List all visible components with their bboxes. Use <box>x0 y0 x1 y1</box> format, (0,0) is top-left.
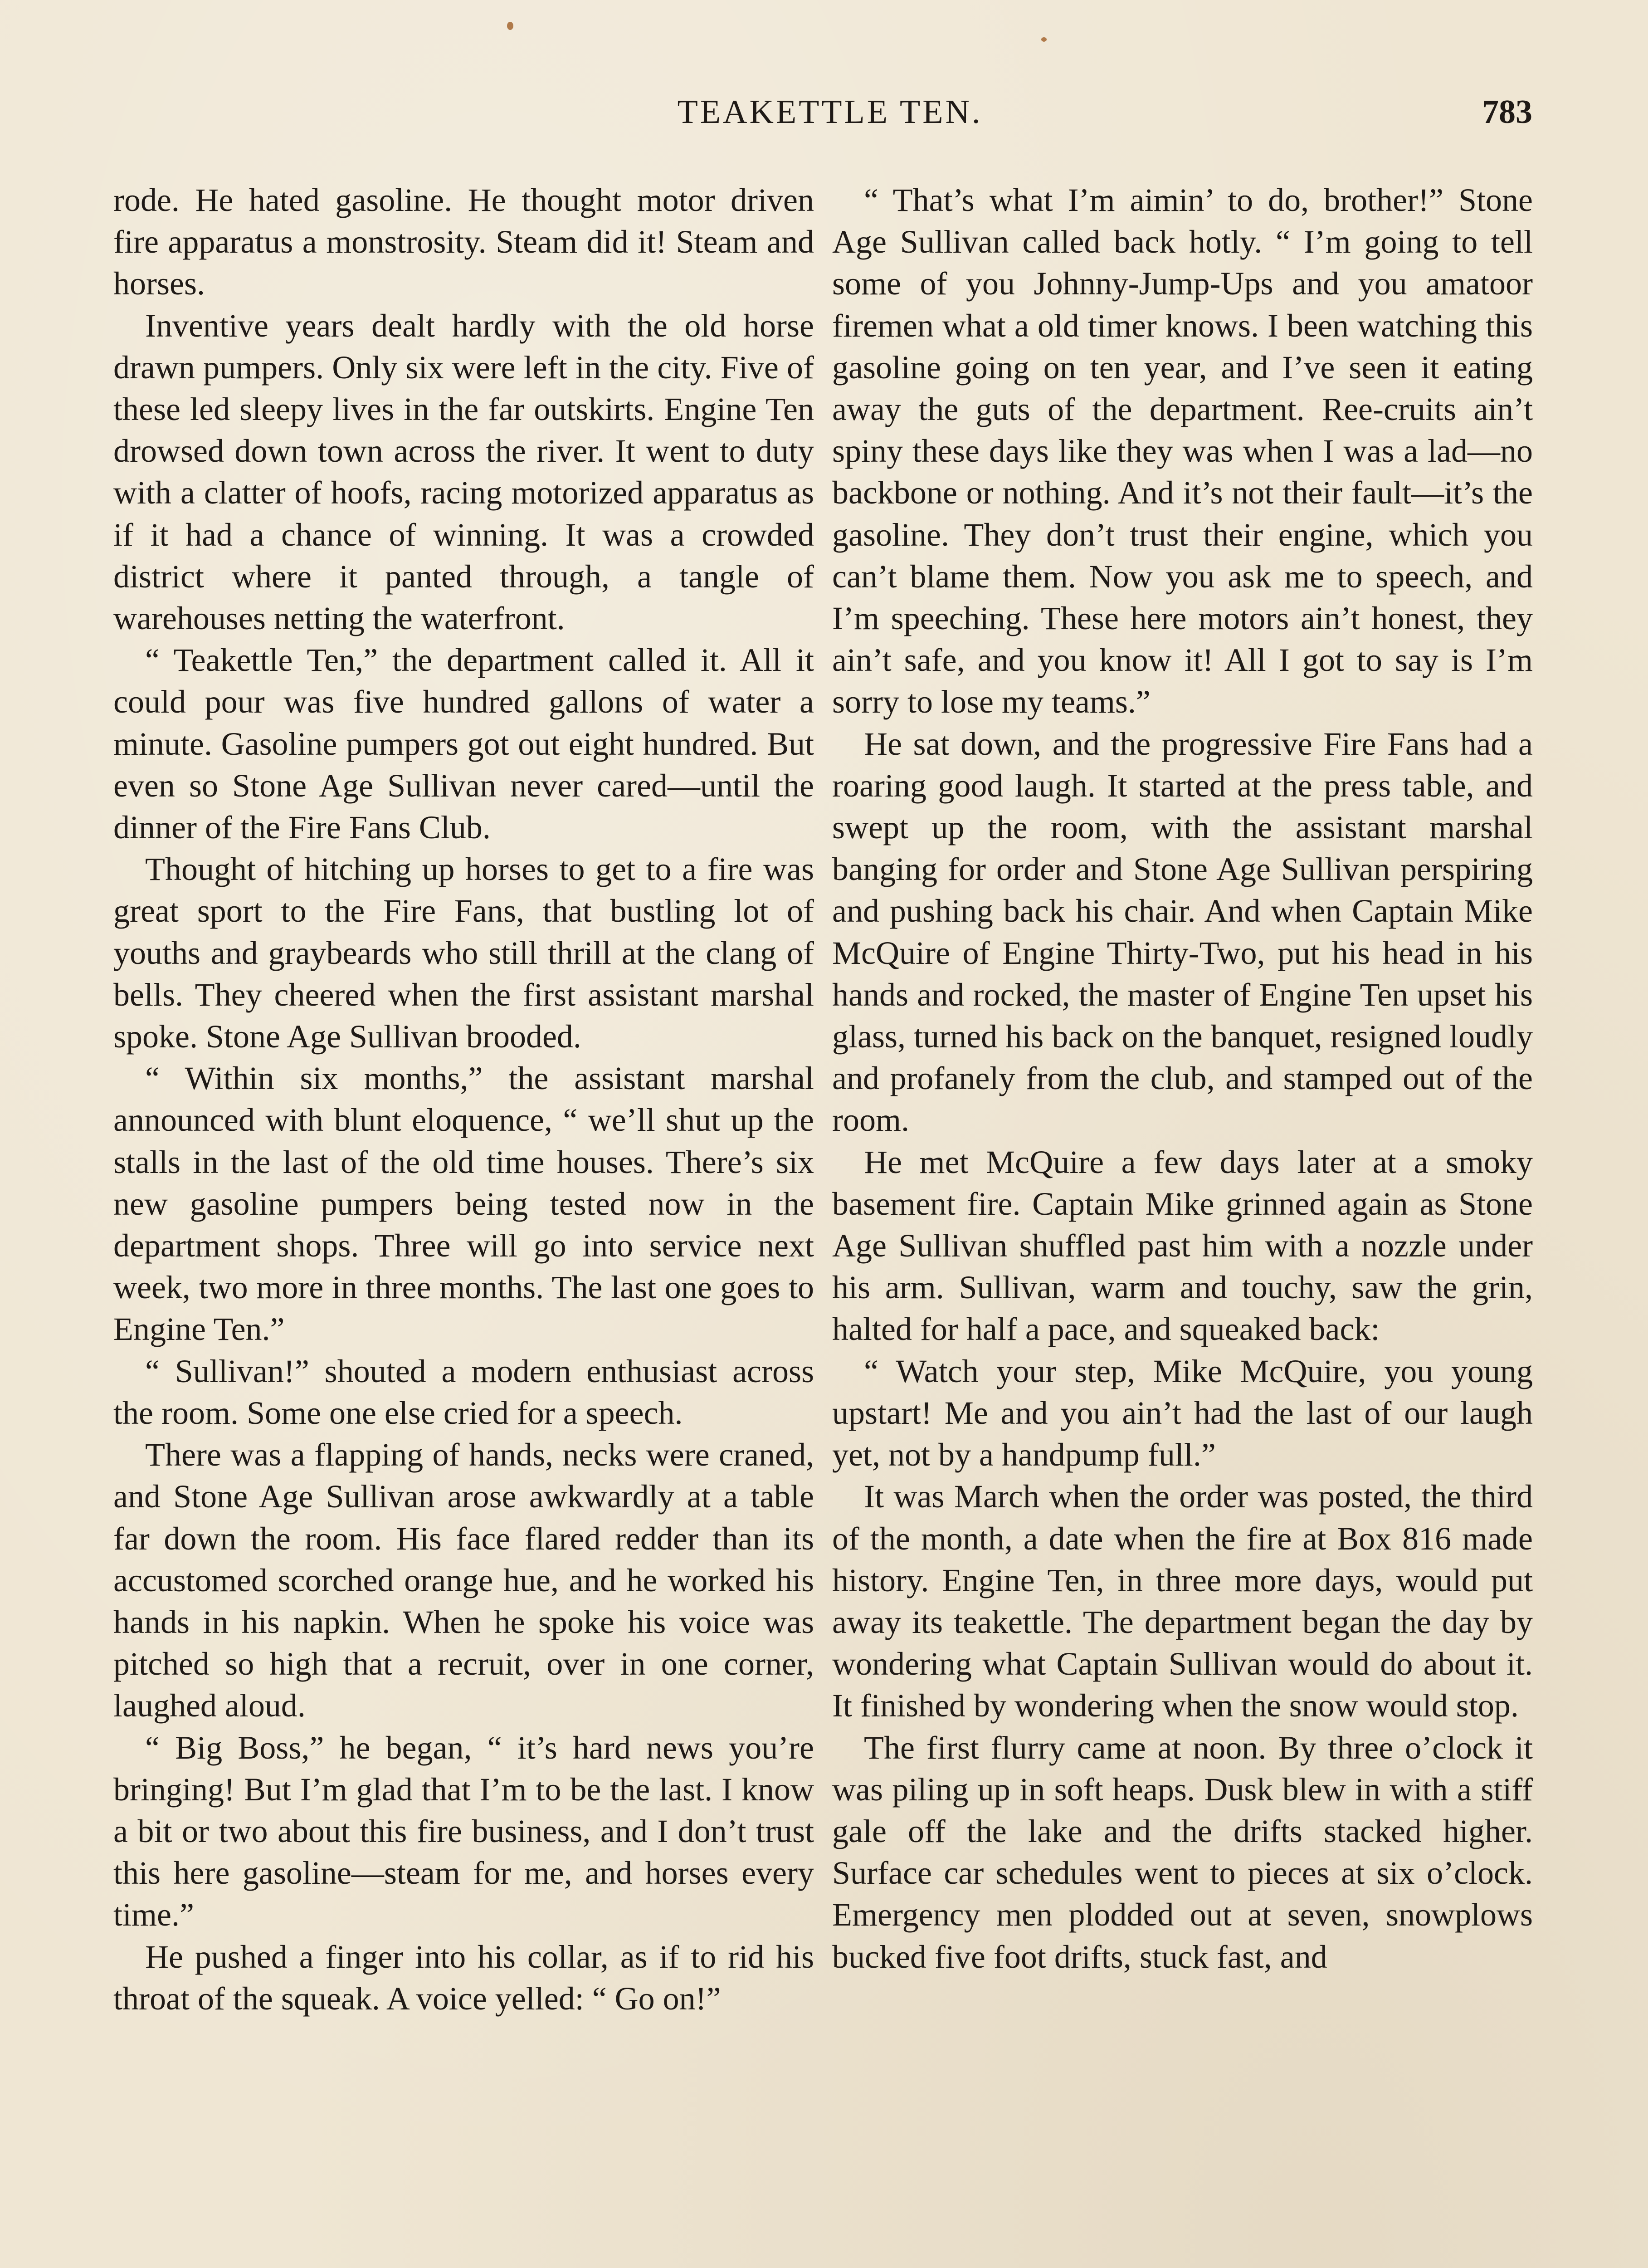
paragraph: He sat down, and the progressive Fire Fans had a roaring good laugh. It started at the press table, and swept up the room, with the assistant marshal banging for order and Stone Age Sullivan perspiring and pushing back his chair. And when Captain Mike McQuire of Engine Thirty-Two, put his head in his hands and rocked, the master of Engine Ten upset his glass, turned his back on the banquet, resigned loudly and profanely from the club, and stamped out of the room. <box>832 725 1533 1139</box>
paragraph: “ Big Boss,” he began, “ it’s hard news you’re bringing! But I’m glad that I’m to be the last. I know a bit or two about this fire business, and I don’t trust this here gasoline—steam for me, and horses every time.” <box>113 1729 814 1933</box>
paragraph: The first flurry came at noon. By three o’clock it was piling up in soft heaps. Dusk blew in with a stiff gale off the lake and the drifts stacked higher. Surface car schedules went to pieces at six o’clock. Emergency men plodded out at seven, snowplows bucked five foot drifts, stuck fast, and <box>832 1729 1533 1975</box>
paper-speck <box>1041 37 1047 42</box>
paragraph: “ Watch your step, Mike McQuire, you young upstart! Me and you ain’t had the last of our laugh yet, not by a handpump full.” <box>832 1353 1533 1473</box>
paragraph: It was March when the order was posted, the third of the month, a date when the fire at Box 816 made history. Engine Ten, in three more days, would put away its teakettle. The department began the day by wondering what Captain Sullivan would do about it. It finished by wondering when the snow would stop. <box>832 1478 1533 1724</box>
paragraph: “ Sullivan!” shouted a modern enthusiast across the room. Some one else cried for a speech. <box>113 1353 814 1431</box>
paragraph: Thought of hitching up horses to get to a fire was great sport to the Fire Fans, that bustling lot of youths and graybeards who still thrill at the clang of bells. They cheered when the first assistant marshal spoke. Stone Age Sullivan brooded. <box>113 851 814 1055</box>
running-title: TEAKETTLE TEN. <box>677 93 983 131</box>
paragraph: rode. He hated gasoline. He thought motor driven fire apparatus a monstrosity. Steam did it! Steam and horses. <box>113 182 814 302</box>
running-header <box>0 93 1648 134</box>
paragraph: “ Within six months,” the assistant marshal announced with blunt eloquence, “ we’ll shut up the stalls in the last of the old time houses. There’s six new gasoline pumpers being tested now in the department shops. Three will go into service next week, two more in three months. The last one goes to Engine Ten.” <box>113 1060 814 1348</box>
paragraph: He met McQuire a few days later at a smoky basement fire. Captain Mike grinned again as Stone Age Sullivan shuffled past him with a nozzle under his arm. Sullivan, warm and touchy, saw the grin, halted for half a pace, and squeaked back: <box>832 1144 1533 1348</box>
paragraph: “ Teakettle Ten,” the department called it. All it could pour was five hundred gallons of water a minute. Gasoline pumpers got out eight hundred. But even so Stone Age Sullivan never cared—until the dinner of the Fire Fans Club. <box>113 642 814 846</box>
paragraph: There was a flapping of hands, necks were craned, and Stone Age Sullivan arose awkwardly at a table far down the room. His face flared redder than its accustomed scorched orange hue, and he worked his hands in his napkin. When he spoke his voice was pitched so high that a recruit, over in one corner, laughed aloud. <box>113 1437 814 1724</box>
left-text-column <box>113 179 814 2019</box>
paragraph: “ That’s what I’m aimin’ to do, brother!” Stone Age Sullivan called back hotly. “ I’m going to tell some of you Johnny-Jump-Ups and you amatoor firemen what a old timer knows. I been watching this gasoline going on ten year, and I’ve seen it eating away the guts of the department. Ree-cruits ain’t spiny these days like they was when I was a lad—no backbone or nothing. And it’s not their fault—it’s the gasoline. They don’t trust their engine, which you can’t blame them. Now you ask me to speech, and I’m speeching. These here motors ain’t honest, they ain’t safe, and you know it! All I got to say is I’m sorry to lose my teams.” <box>832 182 1533 720</box>
paragraph: He pushed a finger into his collar, as if to rid his throat of the squeak. A voice yelled: “ Go on!” <box>113 1938 814 2017</box>
right-text-column <box>832 179 1533 1978</box>
paper-speck <box>507 22 513 30</box>
paragraph: Inventive years dealt hardly with the old horse drawn pumpers. Only six were left in the city. Five of these led sleepy lives in the far outskirts. Engine Ten drowsed down town across the river. It went to duty with a clatter of hoofs, racing motorized apparatus as if it had a chance of winning. It was a crowded district where it panted through, a tangle of warehouses netting the waterfront. <box>113 307 814 637</box>
page-number: 783 <box>1482 93 1532 131</box>
